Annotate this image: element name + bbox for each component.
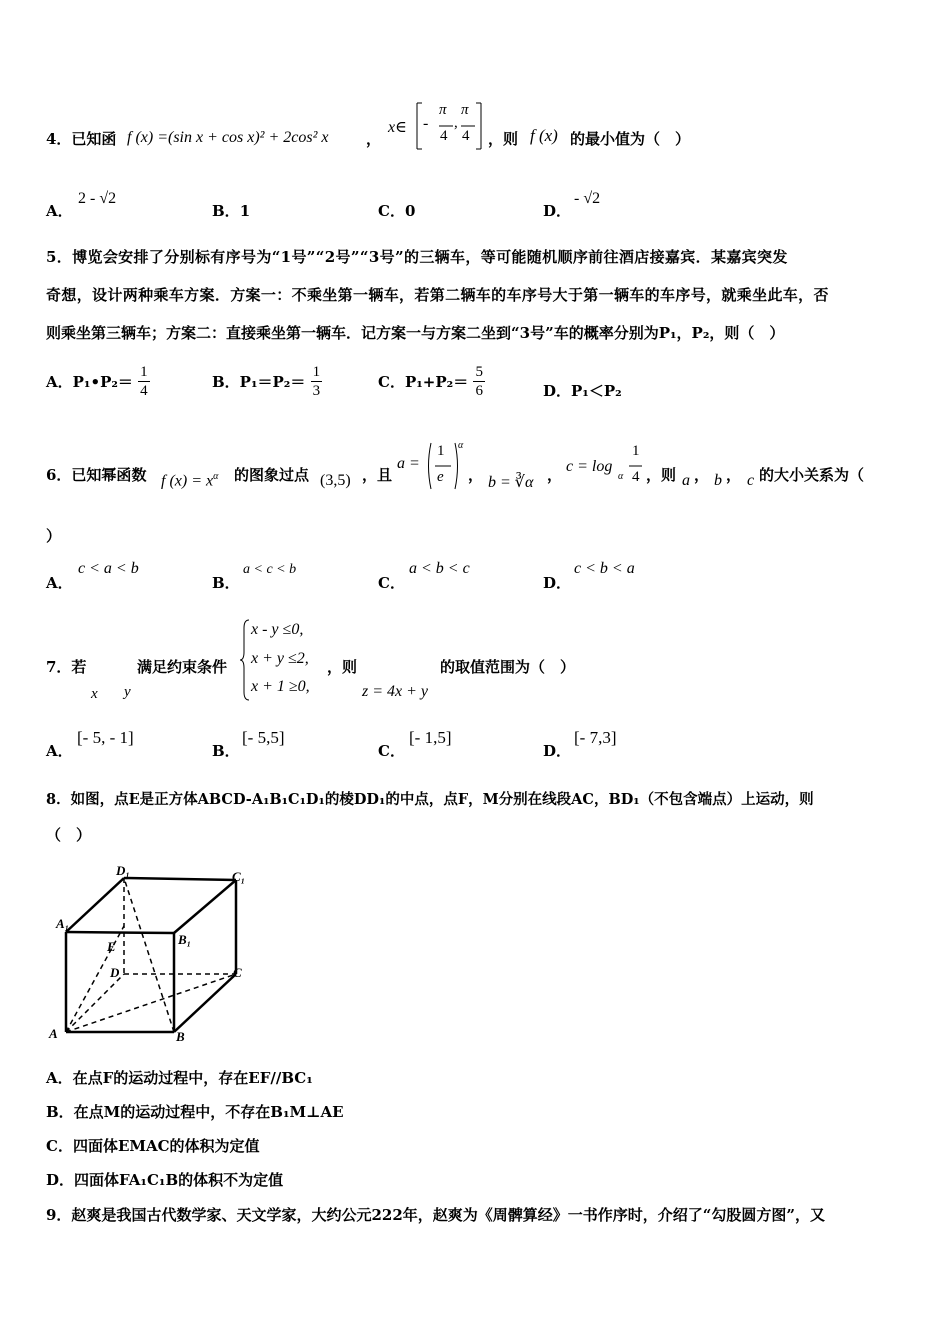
q5-line-1: 5．博览会安排了分别标有序号为“1号”“2号”“3号”的三辆车，等可能随机顺序前往酒店接嘉宾．某嘉宾突发 — [46, 248, 788, 266]
q4-domain-minus: - — [423, 115, 429, 132]
q5-option-a: A．P₁•P₂＝ $\frac{1}{4}$ — [46, 364, 148, 399]
q6-stem-end: 的大小关系为（ — [759, 466, 865, 484]
q6-var-b: b — [714, 472, 722, 489]
q4-option-b: B．1 — [212, 202, 251, 220]
q4-stem-then: ，则 — [488, 130, 519, 148]
edge-A-D — [66, 974, 124, 1032]
q4-pi-2: π — [461, 102, 469, 118]
label-D: D — [110, 965, 120, 980]
q4-option-c: C．0 — [378, 202, 416, 220]
q7-constraint-2: x + y ≤2, — [251, 650, 309, 667]
q7-option-b: B． — [212, 742, 240, 760]
q6-stem-start: 6．已知幂函数 — [46, 466, 147, 484]
q7-stem-end: 的取值范围为（ ） — [440, 658, 576, 676]
q6-b-eq: b = ∛α — [488, 474, 534, 491]
label-D1: D₁ — [116, 863, 130, 878]
q6-a-exponent: α — [458, 440, 464, 451]
q8-option-c: C．四面体EMAC的体积为定值 — [46, 1137, 260, 1155]
q6-a-num: 1 — [437, 443, 445, 459]
q6-c-eq: c = log — [566, 458, 613, 475]
q6-close-paren: ） — [46, 527, 62, 545]
q7-stem-start: 7．若 — [46, 658, 87, 676]
q7-option-d-value: [- 7,3] — [574, 728, 617, 747]
label-E: E — [107, 939, 116, 954]
q6-option-a-value: c < a < b — [78, 560, 139, 577]
q6-a-den: e — [437, 469, 444, 485]
diag-B-D1 — [124, 878, 174, 1032]
q6-option-c-value: a < b < c — [409, 560, 470, 577]
edge-B-C — [174, 974, 236, 1032]
q7-option-c: C． — [378, 742, 405, 760]
q6-option-b-value: a < c < b — [243, 562, 297, 577]
label-B1: B₁ — [178, 932, 192, 947]
q4-four-1: 4 — [440, 128, 448, 144]
q4-domain-prefix: x∈ — [388, 119, 407, 136]
q7-option-d: D． — [543, 742, 572, 760]
cube-figure — [44, 860, 254, 1045]
q8-line-1: 8．如图，点E是正方体ABCD-A₁B₁C₁D₁的棱DD₁的中点，点F，M分别在线段AC，BD₁（不包含端点）上运动，则 — [46, 791, 814, 808]
q6-c-base: α — [618, 471, 624, 482]
q4-four-2: 4 — [462, 128, 470, 144]
q7-constraint-3: x + 1 ≥0, — [251, 678, 310, 695]
q6-var-a: a — [682, 472, 690, 489]
q6-point: (3,5) — [320, 472, 351, 489]
q4-option-d-value: - √2 — [574, 190, 601, 207]
q6-c-num: 1 — [632, 443, 640, 459]
q4-fx: f (x) — [530, 126, 558, 145]
q7-var-y: y — [124, 684, 131, 700]
q4-function: f (x) =(sin x + cos x)² + 2cos² x — [127, 129, 329, 146]
q4-stem-end: 的最小值为（ ） — [570, 130, 691, 148]
edge-D1-C1 — [124, 878, 236, 880]
q7-objective: z = 4x + y — [362, 683, 429, 700]
q6-function: f $(x) = x^\alpha$ — [161, 471, 219, 490]
q7-stem-then: ，则 — [327, 658, 358, 676]
label-A1: A₁ — [56, 916, 70, 931]
q4-stem-start: 4．已知函 — [46, 130, 117, 148]
q7-option-a-value: [- 5, - 1] — [77, 728, 134, 747]
q6-comma-3: ， — [694, 466, 710, 484]
q4-option-a: A． — [46, 202, 73, 220]
q5-option-d: D．P₁＜P₂ — [543, 382, 622, 400]
q5-option-c: C．P₁+P₂＝ $\frac{5}{6}$ — [378, 364, 483, 399]
q6-var-c: c — [747, 472, 755, 489]
q4-option-a-value: 2 - √2 — [78, 190, 117, 207]
q5-line-2: 奇想，设计两种乘车方案．方案一：不乘坐第一辆车，若第二辆车的车序号大于第一辆车的车序号，就乘坐此车，否 — [46, 286, 829, 304]
label-A: A — [49, 1026, 58, 1041]
q9-line-1: 9．赵爽是我国古代数学家、天文学家，大约公元222年，赵爽为《周髀算经》一书作序时，介绍了“勾股圆方图”，又 — [46, 1206, 826, 1224]
label-C: C — [233, 965, 242, 980]
q5-option-b: B．P₁＝P₂＝ $\frac{1}{3}$ — [212, 364, 321, 399]
q7-constraint-1: x - y ≤0, — [251, 621, 304, 638]
q7-brace — [239, 618, 251, 702]
q7-var-x: x — [91, 686, 98, 702]
edge-C1-B1 — [174, 880, 236, 933]
edge-A1-D1 — [66, 878, 124, 932]
label-B: B — [176, 1029, 185, 1044]
q4-option-d: D． — [543, 202, 572, 220]
q6-comma-2: ， — [547, 466, 563, 484]
q7-option-c-value: [- 1,5] — [409, 728, 452, 747]
label-C1: C₁ — [232, 869, 246, 884]
q6-stem-passes: 的图象过点 — [234, 466, 310, 484]
q6-option-c: C． — [378, 574, 405, 592]
q8-option-a: A．在点F的运动过程中，存在EF//BC₁ — [46, 1069, 313, 1087]
q6-comma-1: ， — [468, 466, 484, 484]
q6-stem-then: ，则 — [646, 466, 677, 484]
q6-stem-and: ，且 — [362, 466, 393, 484]
q6-option-d: D． — [543, 574, 572, 592]
q6-option-b: B． — [212, 574, 240, 592]
diag-A-C — [66, 974, 236, 1032]
q6-comma-4: ， — [726, 466, 742, 484]
q8-option-b: B．在点M的运动过程中，不存在B₁M⊥AE — [46, 1103, 344, 1121]
q6-option-d-value: c < b < a — [574, 560, 635, 577]
q8-option-d: D．四面体FA₁C₁B的体积不为定值 — [46, 1171, 284, 1189]
q7-option-b-value: [- 5,5] — [242, 728, 285, 747]
q6-a-eq: a = — [397, 455, 420, 472]
q4-comma: ， — [366, 130, 382, 148]
q6-c-den: 4 — [632, 469, 640, 485]
q4-interval-comma: , — [454, 115, 458, 131]
q7-stem-constraints: 满足约束条件 — [137, 658, 228, 676]
q5-line-3: 则乘坐第三辆车；方案二：直接乘坐第一辆车．记方案一与方案二坐到“3号”车的概率分别为P₁，P₂，则（ ） — [46, 324, 785, 342]
q6-option-a: A． — [46, 574, 73, 592]
q4-pi-1: π — [439, 102, 447, 118]
q7-option-a: A． — [46, 742, 73, 760]
q8-line-2: （ ） — [46, 826, 92, 844]
